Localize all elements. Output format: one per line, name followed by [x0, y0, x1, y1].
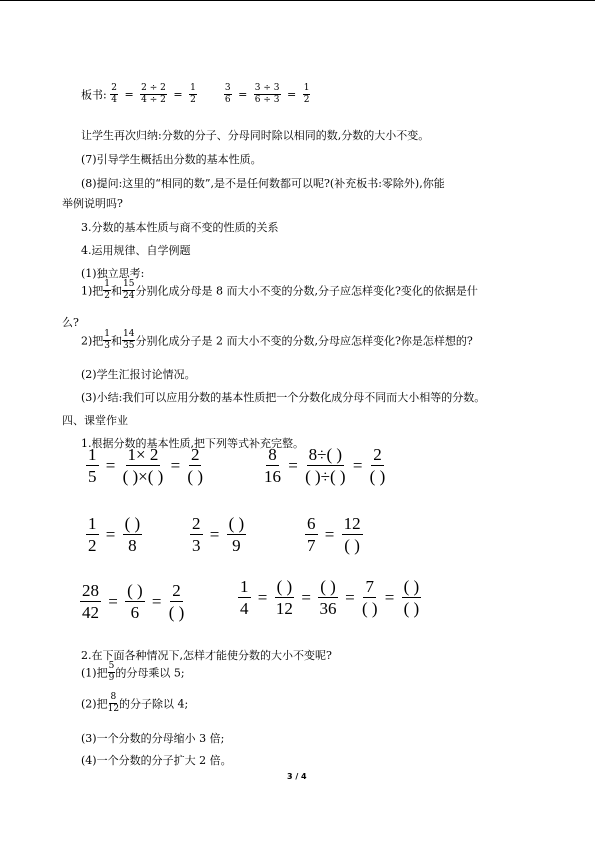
question-2: 2)把 $\frac{1}{3}$ 和 $\frac{14}{35}$ 分别化成分子是 2 而大小不变的分数,分母应怎样变化?你是怎样想的?: [81, 329, 473, 351]
board-label: 板书:: [81, 88, 107, 102]
fraction: $\frac{1}{2}$: [88, 514, 97, 555]
fraction: $\frac{3 \div 3}{6 \div 3}$: [254, 83, 280, 105]
equation: $\frac{8}{16}$ = $\frac{8\div( )}{( )\div( )}$ = $\frac{2}{( )}$: [264, 445, 386, 486]
item-2: (2)把 $\frac{8}{12}$ 的分子除以 4;: [81, 692, 189, 714]
fraction: $\frac{( )}{( )}$: [403, 577, 420, 618]
equation: $\frac{1}{2}$ = $\frac{( )}{8}$: [88, 514, 141, 555]
fraction: $\frac{( )}{36}$: [319, 577, 337, 618]
fraction: $\frac{( )}{8}$: [124, 514, 141, 555]
fraction: $\frac{1}{2}$: [104, 279, 111, 301]
fraction: $\frac{8}{16}$: [264, 445, 281, 486]
text-line: (8)提问:这里的“相同的数”,是不是任何数都可以呢?(补充板书:零除外),你能: [81, 177, 445, 190]
top-rule: [0, 0, 595, 1]
text-line: 3.分数的基本性质与商不变的性质的关系: [81, 221, 279, 234]
equation: $\frac{1}{4}$ = $\frac{( )}{12}$ = $\frac{( )}{36}$ = $\frac{7}{( )}$ = $\frac{( )}{( )}$: [240, 577, 420, 618]
fraction: $\frac{3}{6}$: [224, 83, 231, 105]
fraction: $\frac{2 \div 2}{4 \div 2}$: [141, 83, 166, 105]
question-1: 1)把 $\frac{1}{2}$ 和 $\frac{15}{24}$ 分别化成分母是 8 而大小不变的分数,分子应怎样变化?变化的依据是什: [81, 279, 478, 301]
fraction: $\frac{6}{7}$: [307, 514, 316, 555]
fraction: $\frac{12}{( )}$: [343, 514, 361, 555]
fraction: $\frac{2}{( )}$: [168, 581, 185, 622]
fraction: $\frac{8}{12}$: [107, 692, 120, 714]
fraction: $\frac{1}{3}$: [104, 329, 111, 351]
section-heading: 四、课堂作业: [62, 414, 128, 427]
fraction: $\frac{2}{( )}$: [187, 445, 203, 486]
fraction: $\frac{8\div( )}{( )\div( )}$: [305, 445, 346, 486]
fraction: $\frac{2}{4}$: [111, 83, 117, 105]
fraction: $\frac{14}{35}$: [123, 329, 135, 351]
text-line: 2.在下面各种情况下,怎样才能使分数的大小不变呢?: [81, 649, 332, 662]
text-line: 4.运用规律、自学例题: [81, 244, 191, 257]
text-line: (3)小结:我们可以应用分数的基本性质把一个分数化成分母不同而大小相等的分数。: [81, 391, 486, 404]
fraction: $\frac{1}{5}$: [88, 445, 97, 486]
equation: $\frac{2}{3}$ = $\frac{( )}{9}$: [192, 514, 245, 555]
text-line: (4)一个分数的分子扩大 2 倍。: [81, 754, 232, 767]
fraction: $\frac{1}{2}$: [190, 83, 196, 105]
equation: $\frac{1}{5}$ = $\frac{1\times 2}{( )\times( )}$ = $\frac{2}{( )}$: [88, 445, 203, 486]
text-line: (1)独立思考:: [81, 267, 145, 280]
text-line: 让学生再次归纳:分数的分子、分母同时除以相同的数,分数的大小不变。: [81, 129, 430, 142]
equation: $\frac{6}{7}$ = $\frac{12}{( )}$: [307, 514, 361, 555]
fraction: $\frac{1}{2}$: [303, 83, 310, 105]
board-formula: 板书: $\frac{2}{4}$ = $\frac{2 \div 2}{4 \div 2}$ = $\frac{1}{2}$ $\frac{3}{6}$ = $\frac{3 \div 3}{6 \div 3}$ = $\frac{1}{2}$: [81, 83, 310, 105]
text-line: (2)学生汇报讨论情况。: [81, 368, 196, 381]
fraction: $\frac{5}{9}$: [108, 661, 115, 683]
page-number: 3 / 4: [287, 772, 307, 781]
fraction: $\frac{2}{3}$: [192, 514, 201, 555]
fraction: $\frac{15}{24}$: [123, 279, 135, 301]
fraction: $\frac{7}{( )}$: [361, 577, 378, 618]
text-line: 1.根据分数的基本性质,把下列等式补充完整。: [81, 437, 304, 450]
text-line: (3)一个分数的分母缩小 3 倍;: [81, 732, 225, 745]
fraction: $\frac{1}{4}$: [240, 577, 249, 618]
fraction: $\frac{( )}{12}$: [275, 577, 293, 618]
fraction: $\frac{1\times 2}{( )\times( )}$: [122, 445, 164, 486]
equation: $\frac{28}{42}$ = $\frac{( )}{6}$ = $\frac{2}{( )}$: [82, 581, 185, 622]
text-line: (7)引导学生概括出分数的基本性质。: [81, 153, 262, 166]
fraction: $\frac{( )}{9}$: [228, 514, 245, 555]
item-1: (1)把 $\frac{5}{9}$ 的分母乘以 5;: [81, 661, 185, 683]
text-line: 举例说明吗?: [62, 197, 123, 210]
fraction: $\frac{( )}{6}$: [127, 581, 143, 622]
fraction: $\frac{28}{42}$: [82, 581, 99, 622]
text-line: 么?: [62, 316, 79, 329]
fraction: $\frac{2}{( )}$: [369, 445, 386, 486]
